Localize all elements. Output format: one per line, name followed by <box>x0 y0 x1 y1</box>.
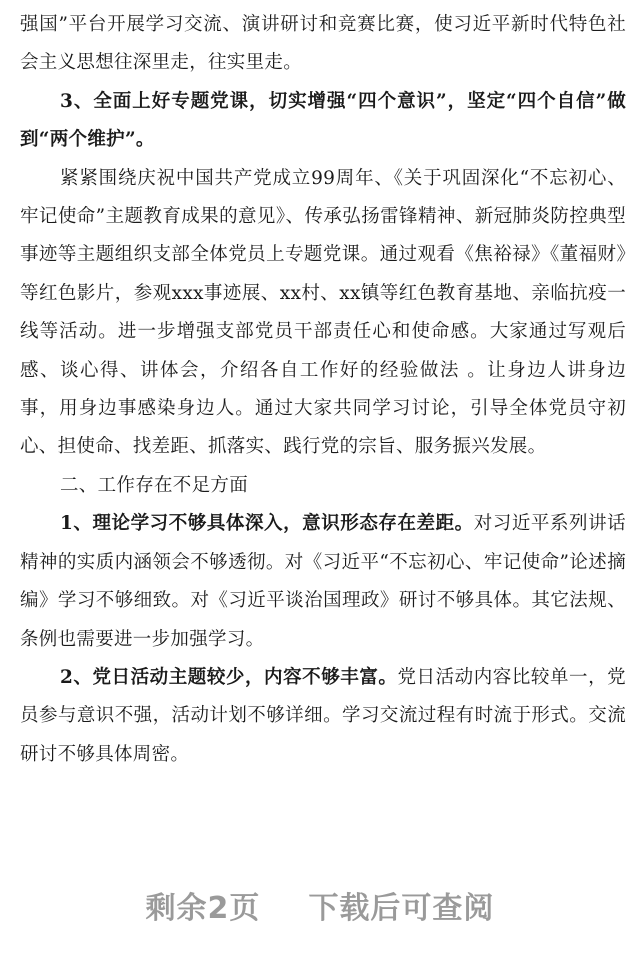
remaining-pages-label: 剩余2页 <box>145 891 261 926</box>
heading-party-lecture: 3、全面上好专题党课，切实增强“四个意识”，坚定“四个自信”做到“两个维护”。 <box>20 90 626 151</box>
paragraph-party-lecture: 紧紧围绕庆祝中国共产党成立99周年、《关于巩固深化“不忘初心、牢记使命”主题教育成果的意见》、传承弘扬雷锋精神、新冠肺炎防控典型事迹等主题组织支部全体党员上专题党课。通过观看《焦裕禄》《董福财》等红色影片，参观xxx事迹展、xx村、xx镇等红色教育基地、亲临抗疫一线等活动。进一步增强支部党员干部责任心和使命感。大家通过写观后感、谈心得、讲体会，介绍各自工作好的经验做法 。让身边人讲身边事，用身边事感染身边人。通过大家共同学习讨论，引导全体党员守初心、担使命、找差距、抓落实、践行党的宗旨、服务振兴发展。 <box>20 167 626 458</box>
item-1-heading: 1、理论学习不够具体深入，意识形态存在差距。 <box>60 513 474 535</box>
item-1-text: 对习近平系列讲话精神的实质内涵领会不够透彻。对《习近平“不忘初心、牢记使命”论述摘编》学习不够细致。对《习近平谈治国理政》研讨不够具体。其它法规、条例也需要进一步加强学习。 <box>20 513 626 650</box>
download-banner[interactable] <box>0 884 640 934</box>
item-2-heading: 2、党日活动主题较少，内容不够丰富。 <box>60 666 398 688</box>
download-prompt-label: 下载后可查阅 <box>308 891 495 926</box>
document-body <box>20 6 626 774</box>
item-2-text: 党日活动内容比较单一，党员参与意识不强，活动计划不够详细。学习交流过程有时流于形式。交流研讨不够具体周密。 <box>20 666 626 765</box>
paragraph-study-exchange: 强国”平台开展学习交流、演讲研讨和竞赛比赛，使习近平新时代特色社会主义思想往深里走，往实里走。 <box>20 14 626 74</box>
section-title-shortcomings: 二、工作存在不足方面 <box>60 474 249 496</box>
paragraph-party-day <box>20 659 626 774</box>
paragraph-theory-study <box>20 505 626 659</box>
